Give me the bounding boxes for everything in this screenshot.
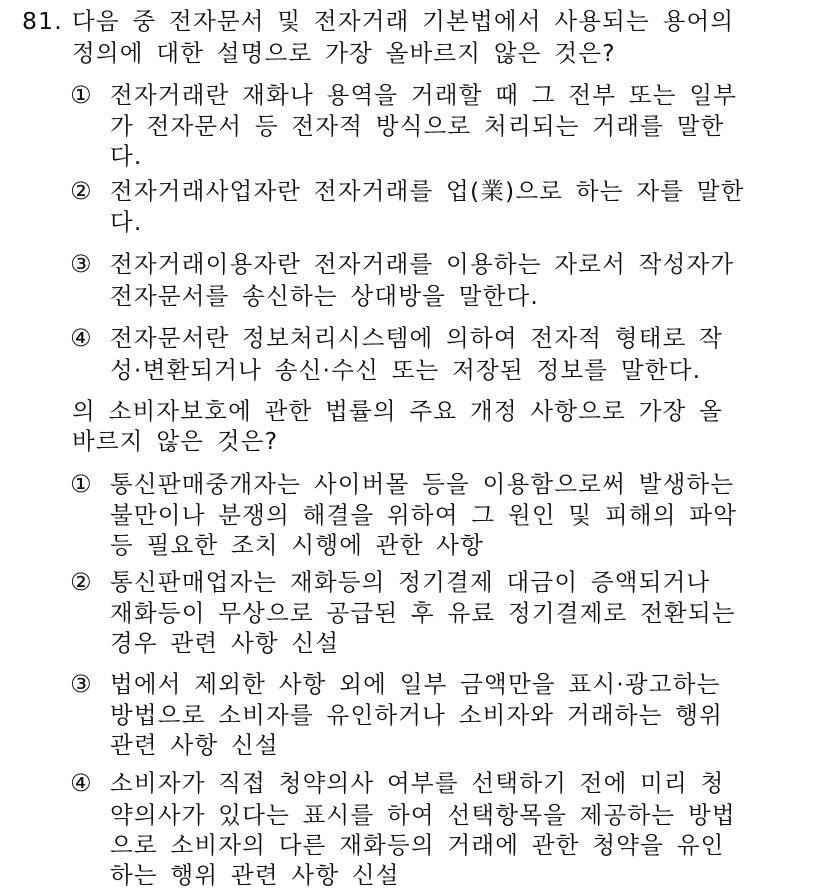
question-stem-line: 바르지 않은 것은? <box>72 427 279 455</box>
option-3-line: 관련 사항 신설 <box>110 731 279 759</box>
option-1-marker: ① <box>70 470 93 498</box>
option-3-line: 법에서 제외한 사항 외에 일부 금액만을 표시·광고하는 <box>110 670 721 698</box>
question-stem-line: 다음 중 전자문서 및 전자거래 기본법에서 사용되는 용어의 <box>72 7 735 35</box>
option-3-line: 방법으로 소비자를 유인하거나 소비자와 거래하는 행위 <box>110 701 724 729</box>
option-3-line: 전자문서를 송신하는 상대방을 말한다. <box>110 282 540 310</box>
option-1-line: 전자거래란 재화나 용역을 거래할 때 그 전부 또는 일부 <box>110 81 738 109</box>
option-2-line: 통신판매업자는 재화등의 정기결제 대금이 증액되거나 <box>110 568 711 596</box>
option-4-line: 소비자가 직접 청약의사 여부를 선택하기 전에 미리 청 <box>110 769 725 797</box>
option-4-marker: ④ <box>70 324 93 352</box>
option-2-line: 전자거래사업자란 전자거래를 업(業)으로 하는 자를 말한 <box>110 177 745 205</box>
option-4-line: 전자문서란 정보처리시스템에 의하여 전자적 형태로 작 <box>110 324 724 352</box>
option-2-marker: ② <box>70 177 93 205</box>
question-number: 81. <box>22 7 63 35</box>
question-stem-line: 정의에 대한 설명으로 가장 올바르지 않은 것은? <box>72 39 616 67</box>
option-1-line: 통신판매중개자는 사이버몰 등을 이용함으로써 발생하는 <box>110 470 735 498</box>
option-1-line: 다. <box>110 142 143 170</box>
option-3-marker: ③ <box>70 670 93 698</box>
option-1-line: 등 필요한 조치 시행에 관한 사항 <box>110 531 485 559</box>
option-2-marker: ② <box>70 568 93 596</box>
option-4-line: 성·변환되거나 송신·수신 또는 저장된 정보를 말한다. <box>110 356 702 384</box>
option-2-line: 경우 관련 사항 신설 <box>110 629 340 657</box>
option-3-line: 전자거래이용자란 전자거래를 이용하는 자로서 작성자가 <box>110 250 735 278</box>
option-2-line: 재화등이 무상으로 공급된 후 유료 정기결제로 전환되는 <box>110 599 736 627</box>
option-1-line: 불만이나 분쟁의 해결을 위하여 그 원인 및 피해의 파악 <box>110 501 738 529</box>
option-4-line: 하는 행위 관련 사항 신설 <box>110 861 400 889</box>
option-4-line: 으로 소비자의 다른 재화등의 거래에 관한 청약을 유인 <box>110 831 725 859</box>
option-4-line: 약의사가 있다는 표시를 하여 선택항목을 제공하는 방법 <box>110 801 736 829</box>
option-1-marker: ① <box>70 81 93 109</box>
question-stem-line: 의 소비자보호에 관한 법률의 주요 개정 사항으로 가장 올 <box>72 397 724 425</box>
option-4-marker: ④ <box>70 769 93 797</box>
option-2-line: 다. <box>110 208 143 236</box>
option-1-line: 가 전자문서 등 전자적 방식으로 처리되는 거래를 말한 <box>110 112 725 140</box>
option-3-marker: ③ <box>70 250 93 278</box>
